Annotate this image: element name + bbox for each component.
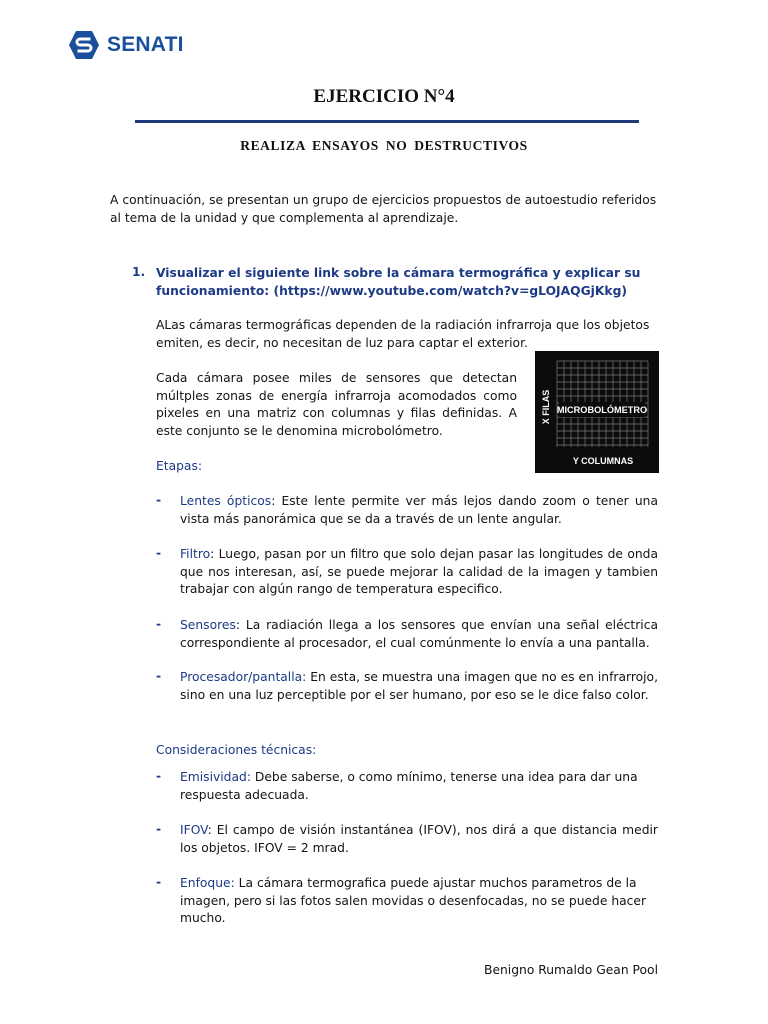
consideracion-item	[180, 769, 658, 804]
etapa-item	[180, 546, 658, 599]
figure-label-left: X FILAS	[541, 389, 551, 425]
etapa-text: En esta, se muestra una imagen que no es en infrarrojo, sino en una luz perceptible por el ser humano, por eso se le dice falso color.	[180, 670, 658, 702]
bullet-dash: -	[156, 769, 162, 783]
figure-label-bottom: Y COLUMNAS	[572, 456, 634, 466]
page-title: EJERCICIO N°4	[313, 86, 455, 107]
consideracion-text: : El campo de visión instantánea (IFOV), nos dirá a que distancia medir los objetos. IFOV = 2 mrad.	[180, 823, 658, 855]
figure-label-center: MICROBOLÓMETRO	[556, 405, 648, 415]
consideraciones-heading: Consideraciones técnicas:	[156, 743, 317, 757]
bullet-dash: -	[156, 822, 162, 836]
question-number: 1.	[132, 265, 146, 279]
etapa-text: : Este lente permite ver más lejos dando zoom o tener una vista más panorámica que se da a través de un lente angular.	[180, 494, 658, 526]
bullet-dash: -	[156, 669, 162, 683]
bullet-dash: -	[156, 617, 162, 631]
consideracion-term: Enfoque:	[180, 876, 235, 890]
bullet-dash: -	[156, 875, 162, 889]
question-text: Visualizar el siguiente link sobre la cámara termográfica y explicar su funcionamiento: (https://www.youtube.com/watch?v=gLOJAQGjKkg)	[156, 266, 641, 298]
answer-paragraph-2: Cada cámara posee miles de sensores que detectan múltples zonas de energía infrarroja acomodados como pixeles en una matriz con columnas y filas definidas. A este conjunto se le denomina microbolómetro.	[156, 371, 517, 438]
senati-logo-icon	[68, 30, 100, 60]
consideracion-item	[180, 822, 658, 857]
bullet-dash: -	[156, 493, 162, 507]
consideracion-text: Debe saberse, o como mínimo, tenerse una idea para dar una respuesta adecuada.	[180, 770, 638, 802]
logo-text: SENATI	[107, 33, 184, 56]
consideracion-term: Emisividad:	[180, 770, 251, 784]
etapa-item	[180, 669, 658, 704]
page-subtitle: REALIZA ENSAYOS NO DESTRUCTIVOS	[240, 138, 528, 153]
bullet-dash: -	[156, 546, 162, 560]
consideracion-term: IFOV	[180, 823, 208, 837]
etapa-term: Lentes ópticos	[180, 494, 272, 508]
answer-paragraph-1: ALas cámaras termográficas dependen de la radiación infrarroja que los objetos emiten, es decir, no necesitan de luz para captar el exterior.	[156, 318, 650, 350]
etapa-text: : La radiación llega a los sensores que envían una señal eléctrica correspondiente al procesador, el cual comúnmente lo envía a una pantalla.	[180, 618, 658, 650]
intro-paragraph: A continuación, se presentan un grupo de ejercicios propuestos de autoestudio referidos al tema de la unidad y que complementa al aprendizaje.	[110, 193, 657, 225]
etapa-term: Procesador/pantalla:	[180, 670, 307, 684]
etapa-term: Sensores	[180, 618, 236, 632]
microbolometer-figure	[535, 351, 659, 473]
senati-logo	[68, 29, 184, 61]
consideracion-text: La cámara termografica puede ajustar muchos parametros de la imagen, pero si las fotos salen movidas o desenfocadas, no se puede hacer mucho.	[180, 876, 647, 926]
etapa-term: Filtro	[180, 547, 211, 561]
etapa-item	[180, 617, 658, 652]
title-divider	[135, 120, 639, 123]
author-footer: Benigno Rumaldo Gean Pool	[484, 963, 658, 977]
etapa-text: : Luego, pasan por un filtro que solo dejan pasar las longitudes de onda que nos interesan, así, se puede mejorar la calidad de la imagen y tambien trabajar con algún rango de temperatura especifico.	[180, 547, 658, 597]
etapa-item	[180, 493, 658, 528]
consideracion-item	[180, 875, 658, 928]
etapas-heading: Etapas:	[156, 459, 203, 473]
